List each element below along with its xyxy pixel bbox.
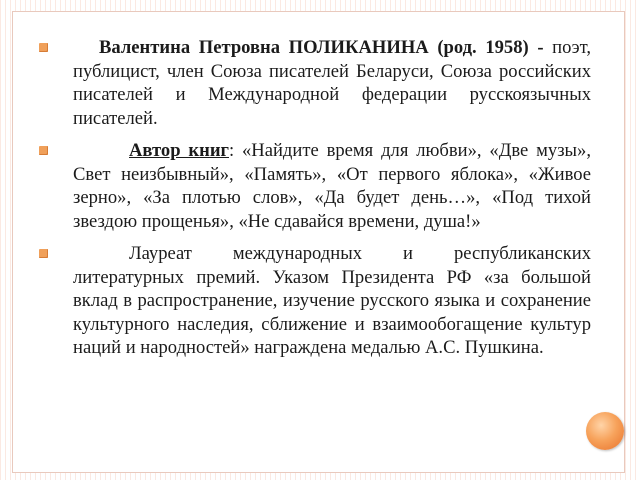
bullet-books xyxy=(35,139,591,233)
bullet-awards xyxy=(35,242,591,360)
bullet-list xyxy=(35,36,591,369)
bullet-biography xyxy=(35,36,591,130)
awards-text: Лауреат международных и республиканских литературных премий. Указом Президента РФ «за большой вклад в распространение, изучение русского языка и сохранение культурного наследия, сближение и взаимообогащение культур наций и народностей» награждена медалью А.С. Пушкина. xyxy=(73,243,591,358)
orange-orb-icon xyxy=(586,412,624,450)
books-text: : «Найдите время для любви», «Две музы», Свет неизбывный», «Память», «От первого яблока», «Живое зерно», «За плотью слов», «Да будет день…», «Под тихой звездою прощенья», «Не сдавайся времени, душа!» xyxy=(73,140,591,232)
author-name-heading: Валентина Петровна ПОЛИКАНИНА (род. 1958) - xyxy=(99,37,544,58)
bullet-square-icon xyxy=(39,43,48,52)
bullet-square-icon xyxy=(39,249,48,258)
slide xyxy=(12,11,625,473)
books-label: Автор книг xyxy=(129,140,229,161)
biography-text: поэт, публицист, член Союза писателей Беларуси, Союза российских писателей и Международной федерации русскоязычных писателей. xyxy=(73,37,592,129)
bullet-square-icon xyxy=(39,146,48,155)
